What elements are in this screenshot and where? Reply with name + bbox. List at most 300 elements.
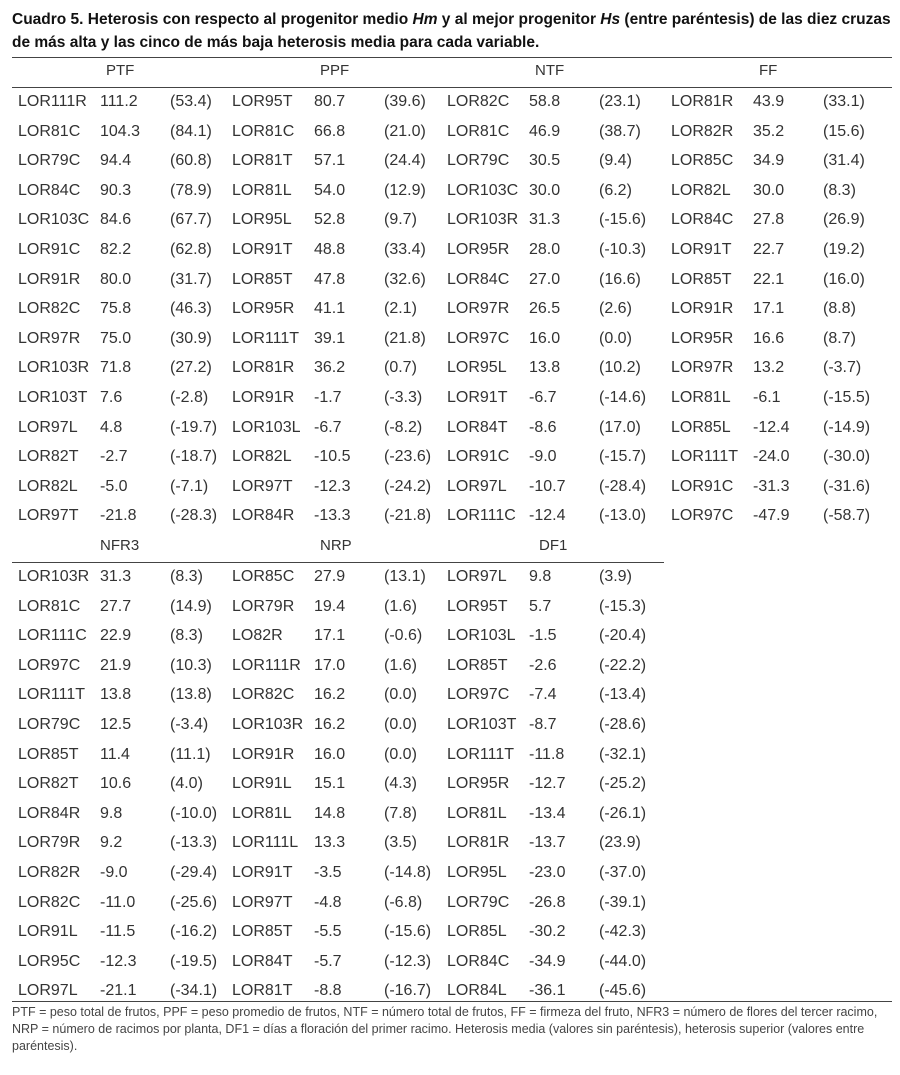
cross-name-cell: LOR103L [447, 627, 516, 645]
cross-name-cell: LOR103C [18, 211, 90, 229]
superior-heterosis-cell: (14.9) [170, 597, 212, 615]
mean-heterosis-cell: -12.4 [529, 507, 566, 525]
cross-name-cell: LOR103R [447, 211, 519, 229]
cross-name-cell: LOR81C [18, 597, 81, 615]
caption-text-3: (entre paréntesis) de las diez cruzas de más alta y las cinco de más baja heterosis media para cada variable. [12, 11, 891, 51]
column-header-ppf: PPF [320, 62, 350, 79]
mean-heterosis-cell: 27.0 [529, 270, 561, 288]
superior-heterosis-cell: (-7.1) [170, 477, 209, 495]
superior-heterosis-cell: (-14.8) [384, 864, 432, 881]
mean-heterosis-cell: -31.3 [753, 477, 790, 495]
superior-heterosis-cell: (26.9) [823, 211, 865, 229]
superior-heterosis-cell: (13.1) [384, 568, 426, 585]
superior-heterosis-cell: (60.8) [170, 152, 212, 170]
mean-heterosis-cell: -5.7 [314, 952, 342, 970]
mean-heterosis-cell: 30.0 [529, 181, 561, 199]
superior-heterosis-cell: (11.1) [170, 745, 211, 763]
superior-heterosis-cell: (62.8) [170, 241, 212, 258]
superior-heterosis-cell: (13.8) [170, 686, 212, 704]
superior-heterosis-cell: (84.1) [170, 122, 212, 140]
mean-heterosis-cell: -9.0 [529, 448, 557, 466]
cross-name-cell: LOR111R [18, 93, 87, 110]
superior-heterosis-cell: (-13.3) [170, 834, 218, 852]
mean-heterosis-cell: 22.1 [753, 270, 785, 288]
cross-name-cell: LOR84C [671, 211, 734, 229]
mean-heterosis-cell: 21.9 [100, 656, 132, 674]
mean-heterosis-cell: 16.0 [529, 329, 561, 347]
mean-heterosis-cell: -47.9 [753, 507, 790, 525]
mean-heterosis-cell: 17.0 [314, 656, 346, 674]
mean-heterosis-cell: 16.0 [314, 745, 346, 763]
superior-heterosis-cell: (-15.7) [599, 448, 647, 466]
mean-heterosis-cell: 9.8 [100, 804, 123, 822]
cross-name-cell: LOR82C [232, 686, 295, 704]
column-header-ntf: NTF [535, 62, 565, 79]
superior-heterosis-cell: (46.3) [170, 300, 212, 318]
cross-name-cell: LOR97L [18, 982, 78, 1000]
mean-heterosis-cell: -1.7 [314, 389, 342, 406]
mean-heterosis-cell: 46.9 [529, 122, 561, 140]
cross-name-cell: LOR111C [447, 507, 516, 525]
cross-name-cell: LOR81R [232, 359, 295, 377]
mean-heterosis-cell: -3.5 [314, 864, 342, 881]
superior-heterosis-cell: (1.6) [384, 656, 417, 674]
superior-heterosis-cell: (-13.4) [599, 686, 647, 704]
superior-heterosis-cell: (-24.2) [384, 477, 432, 495]
cross-name-cell: LOR111T [447, 745, 514, 763]
cross-name-cell: LOR85L [447, 923, 507, 941]
mean-heterosis-cell: -2.7 [100, 448, 128, 466]
mean-heterosis-cell: 16.6 [753, 329, 785, 347]
superior-heterosis-cell: (8.3) [823, 181, 856, 199]
mean-heterosis-cell: 28.0 [529, 241, 561, 258]
superior-heterosis-cell: (6.2) [599, 181, 632, 199]
superior-heterosis-cell: (-58.7) [823, 507, 871, 525]
cross-name-cell: LOR91T [447, 389, 508, 406]
cross-name-cell: LOR95L [447, 864, 507, 881]
cross-name-cell: LOR85T [671, 270, 732, 288]
superior-heterosis-cell: (78.9) [170, 181, 212, 199]
cross-name-cell: LOR81R [671, 93, 734, 110]
cross-name-cell: LOR85T [447, 656, 508, 674]
cross-name-cell: LOR91C [447, 448, 510, 466]
mean-heterosis-cell: 5.7 [529, 597, 552, 615]
mean-heterosis-cell: -21.8 [100, 507, 137, 525]
column-header-ptf: PTF [106, 62, 135, 79]
cross-name-cell: LOR79C [18, 152, 81, 170]
cross-name-cell: LOR82C [18, 300, 81, 318]
mean-heterosis-cell: -11.8 [529, 745, 565, 763]
superior-heterosis-cell: (67.7) [170, 211, 212, 229]
cross-name-cell: LOR79C [18, 716, 81, 733]
mean-heterosis-cell: 90.3 [100, 181, 132, 199]
cross-name-cell: LOR97C [18, 656, 81, 674]
cross-name-cell: LOR97L [447, 477, 507, 495]
cross-name-cell: LOR81L [232, 804, 292, 822]
superior-heterosis-cell: (-8.2) [384, 418, 423, 436]
superior-heterosis-cell: (-45.6) [599, 982, 647, 1000]
mean-heterosis-cell: -12.3 [100, 952, 137, 970]
superior-heterosis-cell: (-29.4) [170, 864, 218, 881]
superior-heterosis-cell: (-10.0) [170, 804, 218, 822]
superior-heterosis-cell: (12.9) [384, 181, 426, 199]
cross-name-cell: LOR81L [671, 389, 731, 406]
mean-heterosis-cell: -12.3 [314, 477, 351, 495]
superior-heterosis-cell: (-14.9) [823, 418, 871, 436]
mean-heterosis-cell: -5.0 [100, 477, 128, 495]
cross-name-cell: LOR95R [671, 329, 734, 347]
cross-name-cell: LOR91L [18, 923, 78, 941]
superior-heterosis-cell: (-39.1) [599, 893, 647, 911]
superior-heterosis-cell: (-20.4) [599, 627, 647, 645]
mean-heterosis-cell: 82.2 [100, 241, 132, 258]
cross-name-cell: LOR97R [447, 300, 510, 318]
superior-heterosis-cell: (-26.1) [599, 804, 647, 822]
superior-heterosis-cell: (38.7) [599, 122, 641, 140]
mean-heterosis-cell: -8.8 [314, 982, 342, 1000]
mean-heterosis-cell: 48.8 [314, 241, 346, 258]
mean-heterosis-cell: 58.8 [529, 93, 561, 110]
column-header-df1: DF1 [539, 537, 568, 554]
mean-heterosis-cell: -8.7 [529, 716, 557, 733]
mean-heterosis-cell: -24.0 [753, 448, 790, 466]
cross-name-cell: LOR97R [18, 329, 81, 347]
mean-heterosis-cell: 17.1 [314, 627, 346, 645]
superior-heterosis-cell: (32.6) [384, 270, 426, 288]
superior-heterosis-cell: (-34.1) [170, 982, 218, 1000]
cross-name-cell: LOR85C [232, 568, 295, 585]
superior-heterosis-cell: (4.0) [170, 775, 203, 793]
mean-heterosis-cell: 75.0 [100, 329, 132, 347]
mean-heterosis-cell: 80.0 [100, 270, 132, 288]
superior-heterosis-cell: (0.0) [599, 329, 632, 347]
section2-bottom-rule [12, 1001, 892, 1002]
column-header-nfr3: NFR3 [100, 537, 140, 554]
mean-heterosis-cell: 57.1 [314, 152, 346, 170]
mean-heterosis-cell: 36.2 [314, 359, 346, 377]
superior-heterosis-cell: (31.4) [823, 152, 865, 170]
superior-heterosis-cell: (-18.7) [170, 448, 218, 466]
cross-name-cell: LOR95L [447, 359, 507, 377]
mean-heterosis-cell: 22.9 [100, 627, 132, 645]
superior-heterosis-cell: (-15.6) [384, 923, 432, 941]
cross-name-cell: LOR91R [232, 389, 295, 406]
superior-heterosis-cell: (3.5) [384, 834, 417, 852]
superior-heterosis-cell: (0.0) [384, 686, 417, 704]
superior-heterosis-cell: (8.7) [823, 329, 856, 347]
cross-name-cell: LOR82C [18, 893, 81, 911]
mean-heterosis-cell: 43.9 [753, 93, 785, 110]
superior-heterosis-cell: (17.0) [599, 418, 641, 436]
mean-heterosis-cell: -11.5 [100, 923, 136, 941]
cross-name-cell: LOR82L [18, 477, 78, 495]
cross-name-cell: LOR91C [671, 477, 734, 495]
table-footnote: PTF = peso total de frutos, PPF = peso promedio de frutos, NTF = número total de frutos, FF = firmeza del fruto, NFR3 = número de flores del tercer racimo, NRP = número de racimos por planta, DF1 = días a floración del primer racimo. Heterosis media (valores sin paréntesis), heterosis superior (valores entre paréntesis). [12, 1005, 878, 1053]
superior-heterosis-cell: (-15.5) [823, 389, 871, 406]
superior-heterosis-cell: (16.6) [599, 270, 641, 288]
superior-heterosis-cell: (30.9) [170, 329, 212, 347]
mean-heterosis-cell: -6.7 [529, 389, 557, 406]
section1-header-rule [12, 87, 892, 88]
cross-name-cell: LOR97C [671, 507, 734, 525]
mean-heterosis-cell: 7.6 [100, 389, 123, 406]
superior-heterosis-cell: (7.8) [384, 804, 417, 822]
mean-heterosis-cell: 16.2 [314, 716, 346, 733]
superior-heterosis-cell: (-6.8) [384, 893, 423, 911]
mean-heterosis-cell: -10.7 [529, 477, 566, 495]
mean-heterosis-cell: 9.8 [529, 568, 552, 585]
mean-heterosis-cell: 27.7 [100, 597, 132, 615]
mean-heterosis-cell: -36.1 [529, 982, 566, 1000]
superior-heterosis-cell: (21.8) [384, 329, 426, 347]
superior-heterosis-cell: (3.9) [599, 568, 632, 585]
mean-heterosis-cell: -8.6 [529, 418, 557, 436]
superior-heterosis-cell: (23.9) [599, 834, 641, 852]
superior-heterosis-cell: (-16.7) [384, 982, 432, 1000]
superior-heterosis-cell: (10.2) [599, 359, 641, 377]
mean-heterosis-cell: 104.3 [100, 122, 141, 140]
mean-heterosis-cell: 19.4 [314, 597, 346, 615]
mean-heterosis-cell: -10.5 [314, 448, 351, 466]
mean-heterosis-cell: 34.9 [753, 152, 785, 170]
mean-heterosis-cell: -21.1 [100, 982, 137, 1000]
mean-heterosis-cell: 31.3 [100, 568, 132, 585]
superior-heterosis-cell: (2.6) [599, 300, 632, 318]
superior-heterosis-cell: (27.2) [170, 359, 212, 377]
mean-heterosis-cell: 84.6 [100, 211, 132, 229]
cross-name-cell: LOR97T [18, 507, 79, 525]
cross-name-cell: LOR95L [232, 211, 292, 229]
superior-heterosis-cell: (8.8) [823, 300, 856, 318]
superior-heterosis-cell: (21.0) [384, 122, 426, 140]
cross-name-cell: LOR82T [18, 448, 79, 466]
cross-name-cell: LO82R [232, 627, 283, 645]
mean-heterosis-cell: 22.7 [753, 241, 785, 258]
mean-heterosis-cell: 31.3 [529, 211, 561, 229]
mean-heterosis-cell: -30.2 [529, 923, 566, 941]
cross-name-cell: LOR81C [447, 122, 510, 140]
cross-name-cell: LOR103C [447, 181, 519, 199]
caption-text-1: Cuadro 5. Heterosis con respecto al progenitor medio [12, 11, 413, 28]
column-header-nrp: NRP [320, 537, 352, 554]
cross-name-cell: LOR111R [232, 656, 301, 674]
cross-name-cell: LOR95R [447, 775, 510, 793]
cross-name-cell: LOR85C [671, 152, 734, 170]
cross-name-cell: LOR97T [232, 477, 293, 495]
mean-heterosis-cell: 94.4 [100, 152, 132, 170]
superior-heterosis-cell: (31.7) [170, 270, 212, 288]
mean-heterosis-cell: 10.6 [100, 775, 132, 793]
superior-heterosis-cell: (15.6) [823, 122, 865, 140]
superior-heterosis-cell: (-19.5) [170, 952, 218, 970]
superior-heterosis-cell: (-31.6) [823, 477, 871, 495]
cross-name-cell: LOR111L [232, 834, 299, 852]
cross-name-cell: LOR81L [447, 804, 507, 822]
mean-heterosis-cell: 13.3 [314, 834, 346, 852]
superior-heterosis-cell: (-25.2) [599, 775, 647, 793]
cross-name-cell: LOR81T [232, 982, 293, 1000]
cross-name-cell: LOR95C [18, 952, 81, 970]
mean-heterosis-cell: 71.8 [100, 359, 132, 377]
cross-name-cell: LOR103L [232, 418, 301, 436]
mean-heterosis-cell: -13.3 [314, 507, 351, 525]
mean-heterosis-cell: 27.8 [753, 211, 785, 229]
cross-name-cell: LOR95T [232, 93, 293, 110]
cross-name-cell: LOR82R [671, 122, 734, 140]
cross-name-cell: LOR103T [447, 716, 517, 733]
superior-heterosis-cell: (-3.3) [384, 389, 423, 406]
mean-heterosis-cell: 66.8 [314, 122, 346, 140]
cross-name-cell: LOR82C [447, 93, 510, 110]
mean-heterosis-cell: -13.4 [529, 804, 566, 822]
superior-heterosis-cell: (10.3) [170, 656, 212, 674]
superior-heterosis-cell: (-28.4) [599, 477, 647, 495]
cross-name-cell: LOR95R [447, 241, 510, 258]
superior-heterosis-cell: (2.1) [384, 300, 417, 318]
cross-name-cell: LOR91R [18, 270, 81, 288]
mean-heterosis-cell: 35.2 [753, 122, 785, 140]
superior-heterosis-cell: (-30.0) [823, 448, 871, 466]
superior-heterosis-cell: (-37.0) [599, 864, 647, 881]
cross-name-cell: LOR91R [232, 745, 295, 763]
cross-name-cell: LOR95R [232, 300, 295, 318]
cross-name-cell: LOR84C [447, 952, 510, 970]
caption-hm: Hm [412, 11, 438, 28]
cross-name-cell: LOR81R [447, 834, 510, 852]
cross-name-cell: LOR82L [671, 181, 731, 199]
superior-heterosis-cell: (8.3) [170, 568, 203, 585]
cross-name-cell: LOR82T [18, 775, 79, 793]
mean-heterosis-cell: 13.8 [100, 686, 132, 704]
cross-name-cell: LOR97C [447, 686, 510, 704]
mean-heterosis-cell: -4.8 [314, 893, 342, 911]
cross-name-cell: LOR91L [232, 775, 292, 793]
superior-heterosis-cell: (-32.1) [599, 745, 647, 763]
superior-heterosis-cell: (-28.6) [599, 716, 647, 733]
superior-heterosis-cell: (-14.6) [599, 389, 647, 406]
column-header-ff: FF [759, 62, 778, 79]
table-caption [12, 8, 892, 54]
cross-name-cell: LOR81C [232, 122, 295, 140]
superior-heterosis-cell: (-3.7) [823, 359, 862, 377]
mean-heterosis-cell: -5.5 [314, 923, 342, 941]
mean-heterosis-cell: -9.0 [100, 864, 128, 881]
cross-name-cell: LOR97R [671, 359, 734, 377]
cross-name-cell: LOR81T [232, 152, 293, 170]
superior-heterosis-cell: (33.4) [384, 241, 426, 258]
cross-name-cell: LOR79R [18, 834, 81, 852]
superior-heterosis-cell: (-23.6) [384, 448, 432, 466]
mean-heterosis-cell: 13.2 [753, 359, 785, 377]
mean-heterosis-cell: -26.8 [529, 893, 566, 911]
superior-heterosis-cell: (-12.3) [384, 952, 432, 970]
superior-heterosis-cell: (-3.4) [170, 716, 209, 733]
cross-name-cell: LOR82R [18, 864, 81, 881]
superior-heterosis-cell: (-22.2) [599, 656, 647, 674]
cross-name-cell: LOR79C [447, 893, 510, 911]
superior-heterosis-cell: (-44.0) [599, 952, 647, 970]
superior-heterosis-cell: (-2.8) [170, 389, 209, 406]
superior-heterosis-cell: (0.0) [384, 745, 417, 763]
superior-heterosis-cell: (1.6) [384, 597, 417, 615]
superior-heterosis-cell: (24.4) [384, 152, 426, 170]
mean-heterosis-cell: 15.1 [314, 775, 346, 793]
mean-heterosis-cell: -11.0 [100, 893, 136, 911]
superior-heterosis-cell: (-21.8) [384, 507, 432, 525]
cross-name-cell: LOR111T [232, 329, 299, 347]
superior-heterosis-cell: (53.4) [170, 93, 212, 110]
mean-heterosis-cell: 47.8 [314, 270, 346, 288]
mean-heterosis-cell: 54.0 [314, 181, 346, 199]
cross-name-cell: LOR111T [671, 448, 738, 466]
cross-name-cell: LOR97C [447, 329, 510, 347]
cross-name-cell: LOR85T [232, 270, 293, 288]
superior-heterosis-cell: (39.6) [384, 93, 426, 110]
superior-heterosis-cell: (-16.2) [170, 923, 218, 941]
superior-heterosis-cell: (4.3) [384, 775, 417, 793]
superior-heterosis-cell: (8.3) [170, 627, 203, 645]
cross-name-cell: LOR81C [18, 122, 81, 140]
cross-name-cell: LOR91R [671, 300, 734, 318]
caption-hs: Hs [600, 11, 621, 28]
section2-header-rule [12, 562, 664, 563]
cross-name-cell: LOR91C [18, 241, 81, 258]
mean-heterosis-cell: 27.9 [314, 568, 346, 585]
cross-name-cell: LOR103R [18, 359, 90, 377]
cross-name-cell: LOR95T [447, 597, 508, 615]
mean-heterosis-cell: -23.0 [529, 864, 566, 881]
mean-heterosis-cell: 12.5 [100, 716, 132, 733]
cross-name-cell: LOR84R [232, 507, 295, 525]
mean-heterosis-cell: 13.8 [529, 359, 561, 377]
superior-heterosis-cell: (9.7) [384, 211, 417, 229]
mean-heterosis-cell: 41.1 [314, 300, 346, 318]
cross-name-cell: LOR82L [232, 448, 292, 466]
superior-heterosis-cell: (-25.6) [170, 893, 218, 911]
superior-heterosis-cell: (-10.3) [599, 241, 647, 258]
mean-heterosis-cell: -7.4 [529, 686, 557, 704]
caption-text-2: y al mejor progenitor [437, 11, 601, 28]
table-top-rule [12, 57, 892, 58]
mean-heterosis-cell: 52.8 [314, 211, 346, 229]
cross-name-cell: LOR84T [232, 952, 293, 970]
mean-heterosis-cell: -1.5 [529, 627, 557, 645]
mean-heterosis-cell: 80.7 [314, 93, 346, 110]
mean-heterosis-cell: -6.1 [753, 389, 781, 406]
superior-heterosis-cell: (0.0) [384, 716, 417, 733]
superior-heterosis-cell: (-19.7) [170, 418, 218, 436]
mean-heterosis-cell: -12.4 [753, 418, 790, 436]
mean-heterosis-cell: 4.8 [100, 418, 123, 436]
superior-heterosis-cell: (-13.0) [599, 507, 647, 525]
cross-name-cell: LOR79C [447, 152, 510, 170]
cross-name-cell: LOR91T [671, 241, 732, 258]
mean-heterosis-cell: -13.7 [529, 834, 566, 852]
cross-name-cell: LOR103R [232, 716, 304, 733]
mean-heterosis-cell: 30.5 [529, 152, 561, 170]
mean-heterosis-cell: 17.1 [753, 300, 785, 318]
cross-name-cell: LOR91T [232, 241, 293, 258]
superior-heterosis-cell: (19.2) [823, 241, 865, 258]
mean-heterosis-cell: 16.2 [314, 686, 346, 704]
mean-heterosis-cell: -2.6 [529, 656, 557, 674]
mean-heterosis-cell: 26.5 [529, 300, 561, 318]
superior-heterosis-cell: (0.7) [384, 359, 417, 377]
superior-heterosis-cell: (-15.6) [599, 211, 647, 229]
mean-heterosis-cell: -12.7 [529, 775, 566, 793]
mean-heterosis-cell: -34.9 [529, 952, 566, 970]
mean-heterosis-cell: 11.4 [100, 745, 130, 763]
